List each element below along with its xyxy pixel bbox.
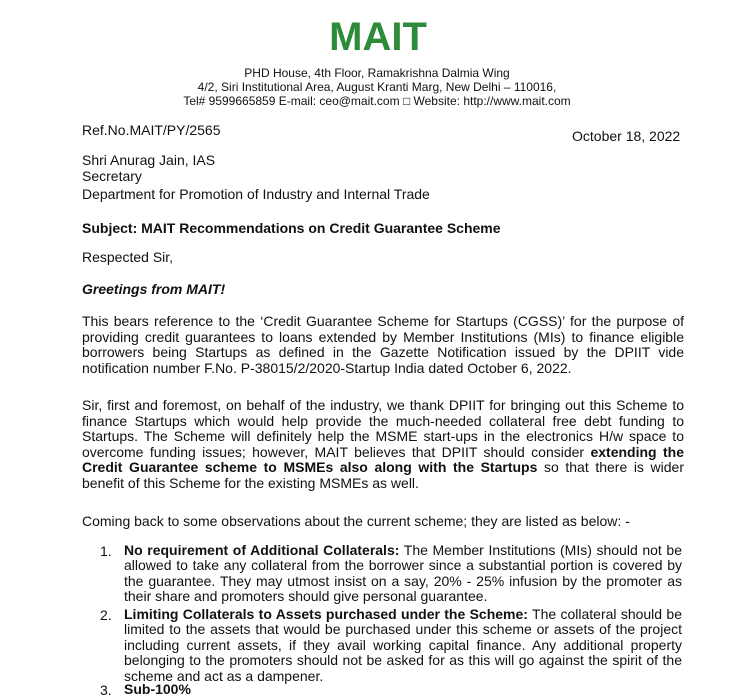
logo-text: MAIT: [329, 15, 427, 59]
letterhead-address-line1: PHD House, 4th Floor, Ramakrishna Dalmia Wing: [244, 66, 510, 80]
item-2-text: The collateral should be limited to the assets that would be purchased under this scheme or assets of the project including current assets, if they avail working capital finance. Any additional property belonging to the promoters should not be asked for as this will go against the spirit of the scheme and act as a dampener.: [124, 606, 682, 684]
item-3-title: Sub-100%: [124, 681, 191, 697]
letter-date: October 18, 2022: [572, 128, 681, 144]
list-intro: Coming back to some observations about the current scheme; they are listed as below: -: [82, 513, 630, 529]
item-2-number: 2.: [100, 607, 112, 623]
list-item-2: [124, 607, 682, 684]
item-3-number: 3.: [100, 682, 112, 698]
greeting: Greetings from MAIT!: [82, 281, 226, 297]
item-1-text: The Member Institutions (MIs) should not be allowed to take any collateral from the borrower since a substantial portion is covered by the guarantee. They may utmost insist on a say, 20% - 25% infusion by the promoter as their share and promoters should give personal guarantee.: [124, 542, 682, 605]
reference-number: Ref.No.MAIT/PY/2565: [82, 122, 221, 138]
subject-line: Subject: MAIT Recommendations on Credit Guarantee Scheme: [82, 220, 501, 236]
recipient-department: Department for Promotion of Industry and Internal Trade: [82, 186, 430, 202]
recipient-name: Shri Anurag Jain, IAS: [82, 152, 216, 168]
recipient-designation: Secretary: [82, 168, 142, 184]
paragraph-thanks-bold-text: extending the Credit Guarantee scheme to MSMEs also along with the Startups: [82, 443, 684, 476]
item-1-title: No requirement of Additional Collaterals:: [124, 542, 400, 558]
item-1-number: 1.: [100, 543, 112, 559]
mait-logo: [329, 14, 427, 59]
paragraph-reference: This bears reference to the ‘Credit Guarantee Scheme for Startups (CGSS)’ for the purpose of providing credit guarantees to loans extended by Member Institutions (MIs) to finance eligible borrowers being Startups as defined in the Gazette Notification issued by the DPIIT vide notification number F.No. P-38015/2/2020-Startup India dated October 6, 2022.: [82, 313, 684, 376]
letterhead-contact-line: Tel# 9599665859 E-mail: ceo@mait.com □ Website: http://www.mait.com: [183, 94, 571, 108]
list-item-1: [124, 543, 682, 605]
letterhead-address-line2: 4/2, Siri Institutional Area, August Kranti Marg, New Delhi – 110016,: [197, 80, 557, 94]
salutation: Respected Sir,: [82, 249, 174, 265]
paragraph-thanks-text-after: so that there is wider benefit of this Scheme for the existing MSMEs as well.: [82, 459, 684, 491]
item-2-title: Limiting Collaterals to Assets purchased under the Scheme:: [124, 606, 528, 622]
paragraph-thanks-text-before: Sir, first and foremost, on behalf of the industry, we thank DPIIT for bringing out this Scheme to finance Startups which would help provide the much-needed collateral free debt funding to Startups. The Scheme will definitely help the MSME start-ups in the electronics H/w space to overcome funding issues; however, MAIT believes that DPIIT should consider: [82, 397, 684, 460]
paragraph-thanks: [82, 398, 684, 492]
